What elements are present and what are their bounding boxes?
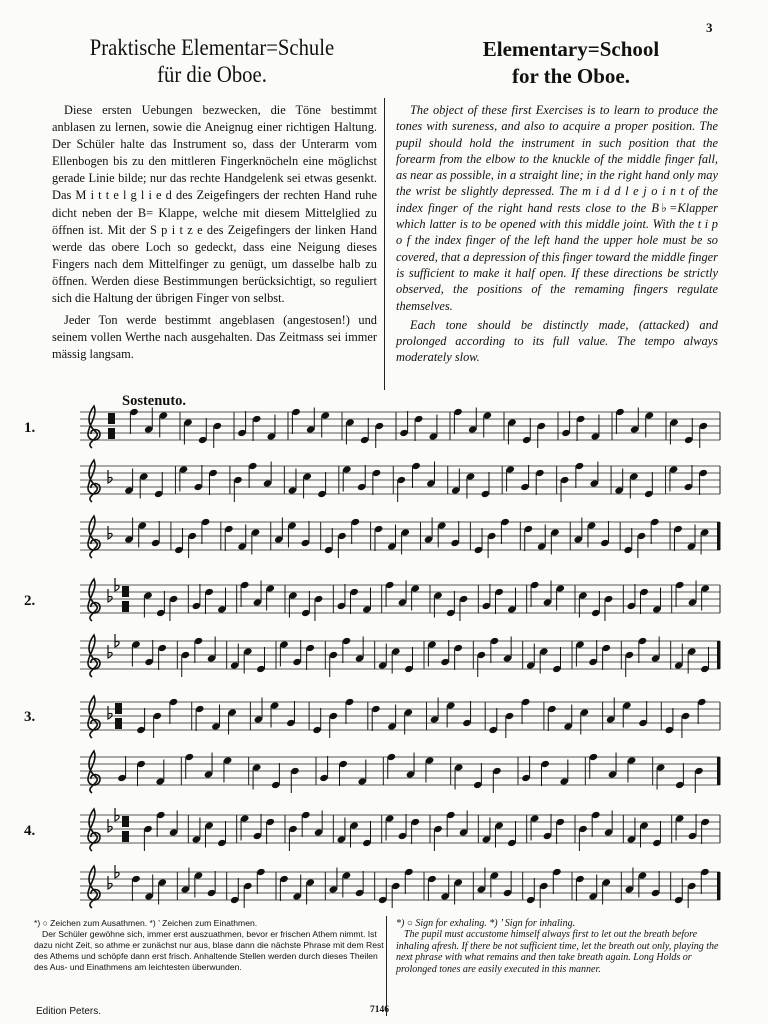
flat-sign-icon (108, 526, 112, 539)
exercise-number-3: 3. (24, 709, 36, 725)
time-signature-lower (122, 831, 129, 842)
title-english-line-1: Elementary=School (482, 37, 660, 61)
flat-sign-icon (115, 634, 119, 647)
flat-sign-icon (115, 808, 119, 821)
column-divider (384, 98, 385, 390)
time-signature-upper (108, 413, 115, 424)
intro-german-paragraph-1: Diese ersten Uebungen bezwecken, die Töne bestimmt anblasen zu lernen, sowie die Aneignug einer richtigen Haltung. Der Schüler halte das Instrument so, dass der Unterarm vom Ellenbogen bis zu den mittleren Fingerknöcheln eine möglichst gerade Linie bilde; nur das rechte Handgelenk sei etwas gesenkt. Das M i t t e l g l i e d des Zeigefingers der rechten Hand ruhe dicht neben der B= Klappe, welche mit diesem Mittelglied zu öffnen ist. Mit der S p i t z e des Zeigefingers der linken Hand werde das obere Loch so gedeckt, dass eine Neigung dieses Fingers nach dem Mittelfinger zu genügt, um dasselbe halb zu öffnen. Werden diese Bestimmungen berücksichtigt, so reguliert sich die Haltung der übrigen Finger von selbst. (52, 103, 377, 306)
tempo-marking: Sostenuto. (122, 393, 187, 409)
footnote-divider (386, 916, 387, 1016)
title-german-line-2: für die Oboe. (157, 62, 267, 87)
title-english-line-2: for the Oboe. (511, 64, 630, 88)
title-german (52, 34, 372, 88)
page-number: 3 (706, 20, 713, 35)
final-bar-line (717, 872, 720, 900)
intro-english (396, 102, 718, 366)
title-english (410, 36, 732, 90)
exercise-number-2: 2. (24, 593, 36, 609)
time-signature-lower (108, 428, 115, 439)
intro-english-paragraph-2: Each tone should be distinctly made, (attacked) and prolonged according to its full value. The tempo always moderately slow. (396, 317, 718, 365)
footnotes-english (396, 918, 726, 975)
flat-sign-icon (108, 589, 112, 602)
publisher: Edition Peters. (36, 1006, 102, 1017)
music-notation (0, 385, 768, 915)
exercise-number-1: 1. (24, 420, 36, 436)
exercise-number-4: 4. (24, 823, 36, 839)
flat-sign-icon (115, 578, 119, 591)
flat-sign-icon (108, 470, 112, 483)
time-signature-upper (122, 816, 129, 827)
footnote-german-text: Der Schüler gewöhne sich, immer erst auszuathmen, bevor er frischen Athem nimmt. Ist dazu nicht Zeit, so athme er zunächst nur aus, blase dann die nächste Phrase mit dem Rest des Athems und schöpfe dann erst frisch. Anhaltende Stellen werden durch dieses Theilen des Aus- und Einathmens am leichtesten überwunden. (34, 929, 384, 973)
intro-german (52, 102, 377, 363)
footnote-english-text: The pupil must accustome himself always first to let out the breath before inhaling afresh. If there be not sufficient time, let the breath out only, playing the next phrase with what remains and then take breath again. Long Holds or prolonged tones are easily executed in this manner. (396, 929, 719, 975)
flat-sign-icon (108, 706, 112, 719)
final-bar-line (717, 522, 720, 550)
intro-german-paragraph-2: Jeder Ton werde bestimmt angeblasen (angestosen!) und seinem vollen Werthe nach ausgehalten. Das Zeitmass sei immer mässig langsam. (52, 313, 377, 362)
flat-sign-icon (108, 819, 112, 832)
flat-sign-icon (108, 645, 112, 658)
final-bar-line (717, 757, 720, 785)
footnote-german-signs: *) ○ Zeichen zum Ausathmen. *) ’ Zeichen zum Einathmen. (34, 918, 258, 928)
footnotes-german (34, 918, 384, 973)
intro-english-paragraph-1: The object of these first Exercises is to learn to produce the tones with sureness, and also to acquire a proper position. The pupil should hold the instrument in such position that the forearm from the elbow to the knuckle of the middle finger fall, as near as possible, in a straight line; in the right hand only may the wrist be slightly depressed. The m i d d l e j o i n t of the index finger of the right hand rests close to the B♭=Klapper which latter is to be opened with this middle joint. With the t i p o f the index finger of the left hand the upper hole must be so covered, that a depression of this finger toward the middle finger is sufficient to make it half open. If these directions be strictly observed, the positions of the remaming fingers regulate themselves. (396, 103, 718, 313)
final-bar-line (717, 641, 720, 669)
footnote-english-signs: *) ○ Sign for exhaling. *) ’ Sign for inhaling. (396, 918, 576, 929)
time-signature-upper (122, 586, 129, 597)
time-signature-lower (115, 718, 122, 729)
plate-number: 7146 (370, 1005, 389, 1015)
flat-sign-icon (115, 865, 119, 878)
time-signature-upper (115, 703, 122, 714)
title-german-line-1: Praktische Elementar=Schule (89, 35, 335, 60)
time-signature-lower (122, 601, 129, 612)
flat-sign-icon (108, 876, 112, 889)
